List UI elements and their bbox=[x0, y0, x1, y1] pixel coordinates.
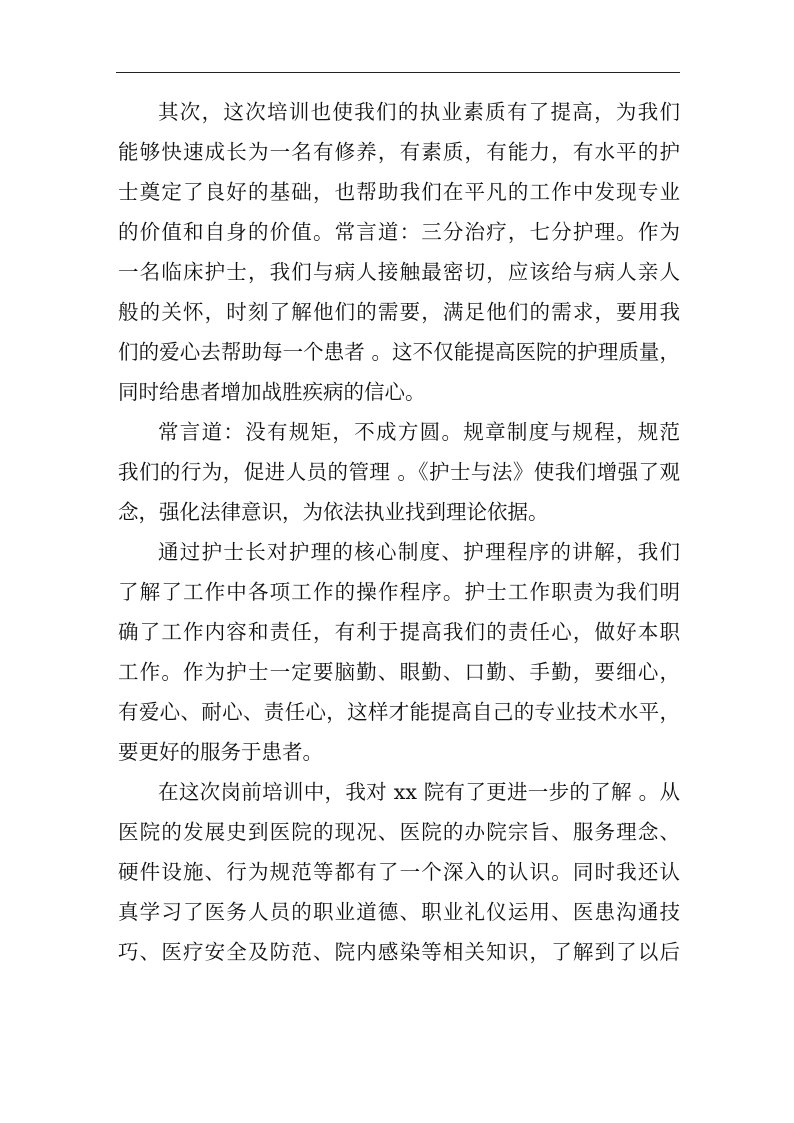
header-rule bbox=[116, 72, 680, 73]
text-line: 工作。作为护士一定要脑勤、眼勤、口勤、手勤，要细心， bbox=[118, 660, 680, 684]
paragraph-3 bbox=[118, 532, 680, 772]
text-line: 其次，这次培训也使我们的执业素质有了提高，为我们 bbox=[158, 100, 680, 124]
text-line: 的价值和自身的价值。常言道：三分治疗，七分护理。作为 bbox=[118, 220, 680, 244]
text-line: 要更好的服务于患者。 bbox=[118, 740, 323, 764]
text-line: 有爱心、耐心、责任心，这样才能提高自己的专业技术水平， bbox=[118, 700, 680, 724]
text-line: 医院的发展史到医院的现况、医院的办院宗旨、服务理念、 bbox=[118, 820, 680, 844]
paragraph-4 bbox=[118, 772, 680, 972]
text-line: 般的关怀，时刻了解他们的需要，满足他们的需求，要用我 bbox=[118, 300, 680, 324]
text-line: 硬件设施、行为规范等都有了一个深入的认识。同时我还认 bbox=[118, 860, 680, 884]
text-line: 我们的行为，促进人员的管理 。《护士与法》使我们增强了观 bbox=[118, 460, 680, 484]
paragraph-2 bbox=[118, 412, 680, 532]
text-line: 们的爱心去帮助每一个患者 。这不仅能提高医院的护理质量， bbox=[118, 340, 680, 364]
text-line: 常言道：没有规矩，不成方圆。规章制度与规程，规范 bbox=[158, 420, 680, 444]
text-line: 在这次岗前培训中，我对 xx 院有了更进一步的了解 。从 bbox=[158, 780, 680, 804]
text-line: 念，强化法律意识，为依法执业找到理论依据。 bbox=[118, 500, 549, 524]
text-line: 能够快速成长为一名有修养，有素质，有能力，有水平的护 bbox=[118, 140, 680, 164]
text-line: 士奠定了良好的基础，也帮助我们在平凡的工作中发现专业 bbox=[118, 180, 680, 204]
paragraph-1 bbox=[118, 92, 680, 412]
text-line: 确了工作内容和责任，有利于提高我们的责任心，做好本职 bbox=[118, 620, 680, 644]
text-line: 同时给患者增加战胜疾病的信心。 bbox=[118, 380, 426, 404]
text-line: 一名临床护士，我们与病人接触最密切，应该给与病人亲人 bbox=[118, 260, 680, 284]
text-line: 了解了工作中各项工作的操作程序。护士工作职责为我们明 bbox=[118, 580, 680, 604]
text-line: 真学习了医务人员的职业道德、职业礼仪运用、医患沟通技 bbox=[118, 900, 680, 924]
text-line: 巧、医疗安全及防范、院内感染等相关知识，了解到了以后 bbox=[118, 940, 680, 964]
document-body bbox=[118, 92, 680, 972]
text-line: 通过护士长对护理的核心制度、护理程序的讲解，我们 bbox=[158, 540, 680, 564]
